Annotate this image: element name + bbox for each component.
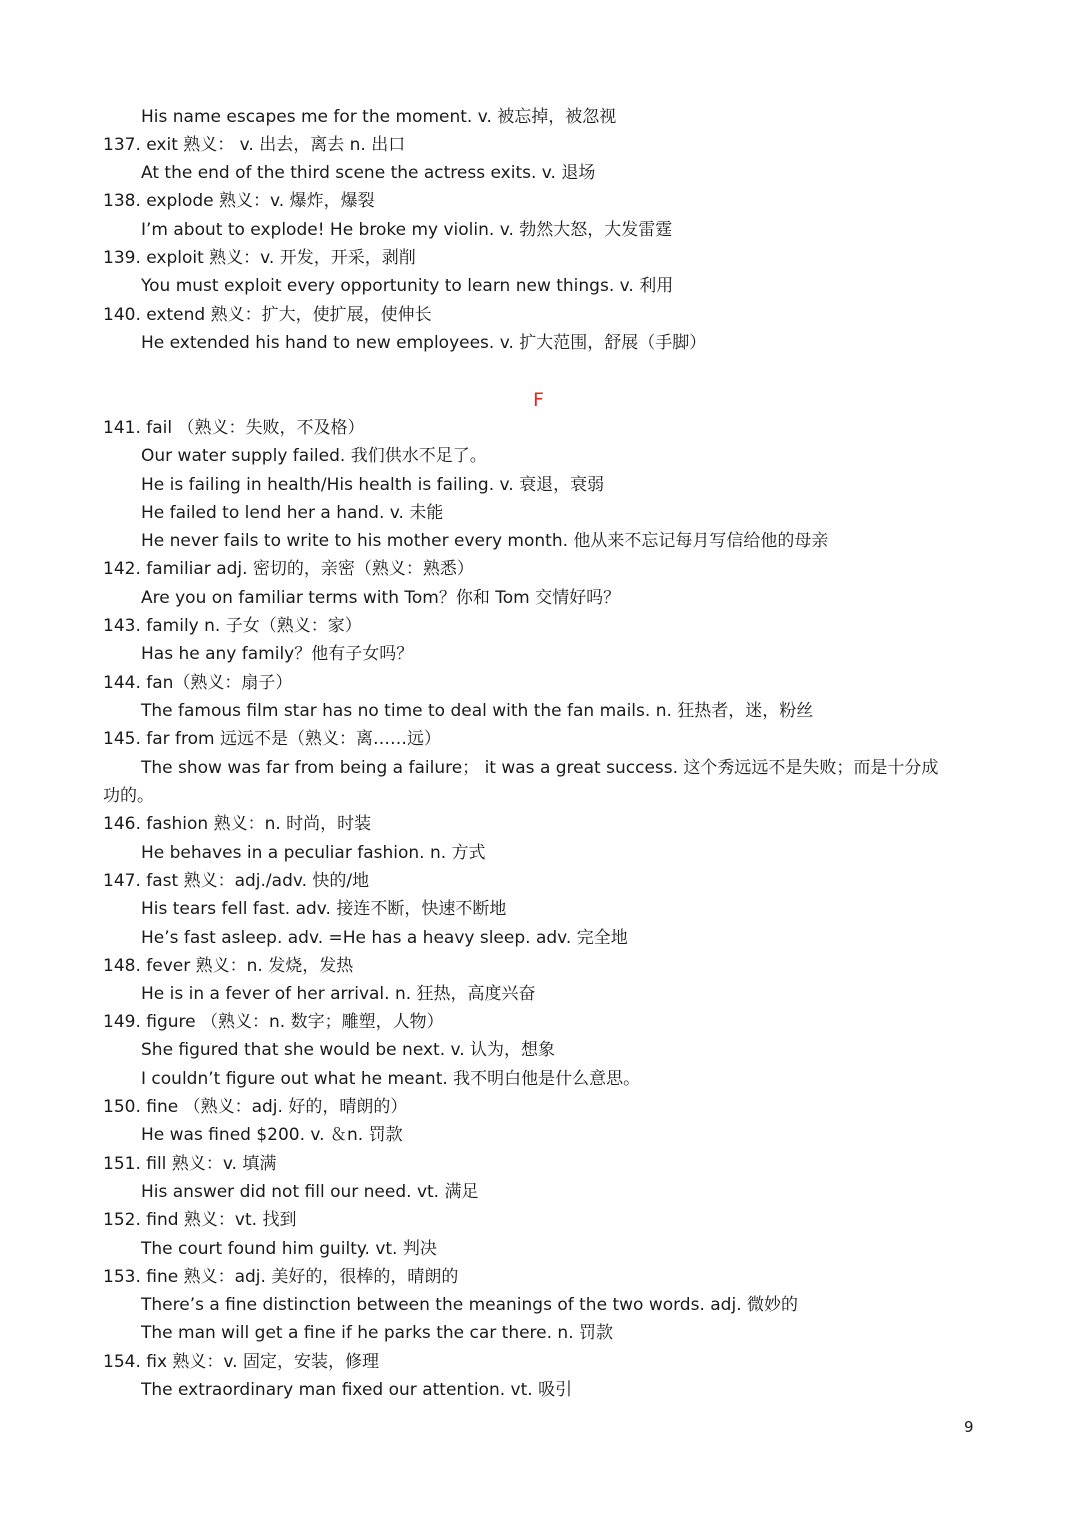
entry-heading: 150. fine （熟义：adj. 好的，晴朗的） xyxy=(103,1097,408,1117)
example-sentence: The extraordinary man fixed our attention. vt. 吸引 xyxy=(141,1380,573,1400)
entry-heading: 139. exploit 熟义：v. 开发，开采，剥削 xyxy=(103,248,416,268)
entry-heading: 153. fine 熟义：adj. 美好的，很棒的，晴朗的 xyxy=(103,1267,459,1287)
example-sentence: The man will get a fine if he parks the car there. n. 罚款 xyxy=(141,1323,614,1343)
example-sentence: Has he any family？他有子女吗？ xyxy=(141,644,414,664)
page-number: 9 xyxy=(964,1418,974,1436)
example-sentence: You must exploit every opportunity to learn new things. v. 利用 xyxy=(141,276,674,296)
example-sentence: The court found him guilty. vt. 判决 xyxy=(141,1239,437,1259)
example-sentence: He is in a fever of her arrival. n. 狂热，高度兴奋 xyxy=(141,984,536,1004)
entry-heading: 138. explode 熟义：v. 爆炸，爆裂 xyxy=(103,191,375,211)
section-heading: F xyxy=(533,389,544,411)
entry-heading: 147. fast 熟义：adj./adv. 快的/地 xyxy=(103,871,370,891)
example-sentence: The famous film star has no time to deal with the fan mails. n. 狂热者，迷，粉丝 xyxy=(141,701,814,721)
example-sentence: His tears fell fast. adv. 接连不断，快速不断地 xyxy=(141,899,507,919)
example-sentence: He never fails to write to his mother every month. 他从来不忘记每月写信给他的母亲 xyxy=(141,531,829,551)
entry-heading: 154. fix 熟义：v. 固定，安装，修理 xyxy=(103,1352,379,1372)
example-sentence: He behaves in a peculiar fashion. n. 方式 xyxy=(141,843,486,863)
entry-heading: 151. fill 熟义：v. 填满 xyxy=(103,1154,277,1174)
entry-heading: 140. extend 熟义：扩大，使扩展，使伸长 xyxy=(103,305,432,325)
example-sentence: He is failing in health/His health is failing. v. 衰退，衰弱 xyxy=(141,475,605,495)
entry-heading: 142. familiar adj. 密切的，亲密（熟义：熟悉） xyxy=(103,559,474,579)
example-sentence: I’m about to explode! He broke my violin. v. 勃然大怒，大发雷霆 xyxy=(141,220,673,240)
example-sentence: She figured that she would be next. v. 认为，想象 xyxy=(141,1040,556,1060)
example-sentence: He extended his hand to new employees. v. 扩大范围，舒展（手脚） xyxy=(141,333,707,353)
entry-heading: 149. figure （熟义：n. 数字；雕塑，人物） xyxy=(103,1012,444,1032)
example-sentence: He was fined $200. v. ＆n. 罚款 xyxy=(141,1125,403,1145)
example-sentence: His answer did not fill our need. vt. 满足 xyxy=(141,1182,479,1202)
entry-heading: 144. fan（熟义：扇子） xyxy=(103,673,293,693)
example-sentence: He failed to lend her a hand. v. 未能 xyxy=(141,503,444,523)
example-sentence: There’s a fine distinction between the meanings of the two words. adj. 微妙的 xyxy=(141,1295,799,1315)
example-sentence: Are you on familiar terms with Tom？你和 Tom 交情好吗？ xyxy=(141,588,621,608)
entry-heading: 148. fever 熟义：n. 发烧，发热 xyxy=(103,956,354,976)
example-sentence: He’s fast asleep. adv. =He has a heavy sleep. adv. 完全地 xyxy=(141,928,628,948)
example-continuation: 功的。 xyxy=(103,786,154,806)
entry-heading: 145. far from 远远不是（熟义：离……远） xyxy=(103,729,442,749)
entry-heading: 137. exit 熟义： v. 出去，离去 n. 出口 xyxy=(103,135,406,155)
example-sentence: His name escapes me for the moment. v. 被忘掉，被忽视 xyxy=(141,107,617,127)
entry-heading: 143. family n. 子女（熟义：家） xyxy=(103,616,362,636)
example-sentence: At the end of the third scene the actress exits. v. 退场 xyxy=(141,163,596,183)
entry-heading: 141. fail （熟义：失败，不及格） xyxy=(103,418,365,438)
example-sentence: Our water supply failed. 我们供水不足了。 xyxy=(141,446,487,466)
example-sentence: I couldn’t figure out what he meant. 我不明白他是什么意思。 xyxy=(141,1069,641,1089)
example-sentence: The show was far from being a failure； it was a great success. 这个秀远远不是失败；而是十分成 xyxy=(141,758,939,778)
entry-heading: 146. fashion 熟义：n. 时尚，时装 xyxy=(103,814,372,834)
entry-heading: 152. find 熟义：vt. 找到 xyxy=(103,1210,297,1230)
